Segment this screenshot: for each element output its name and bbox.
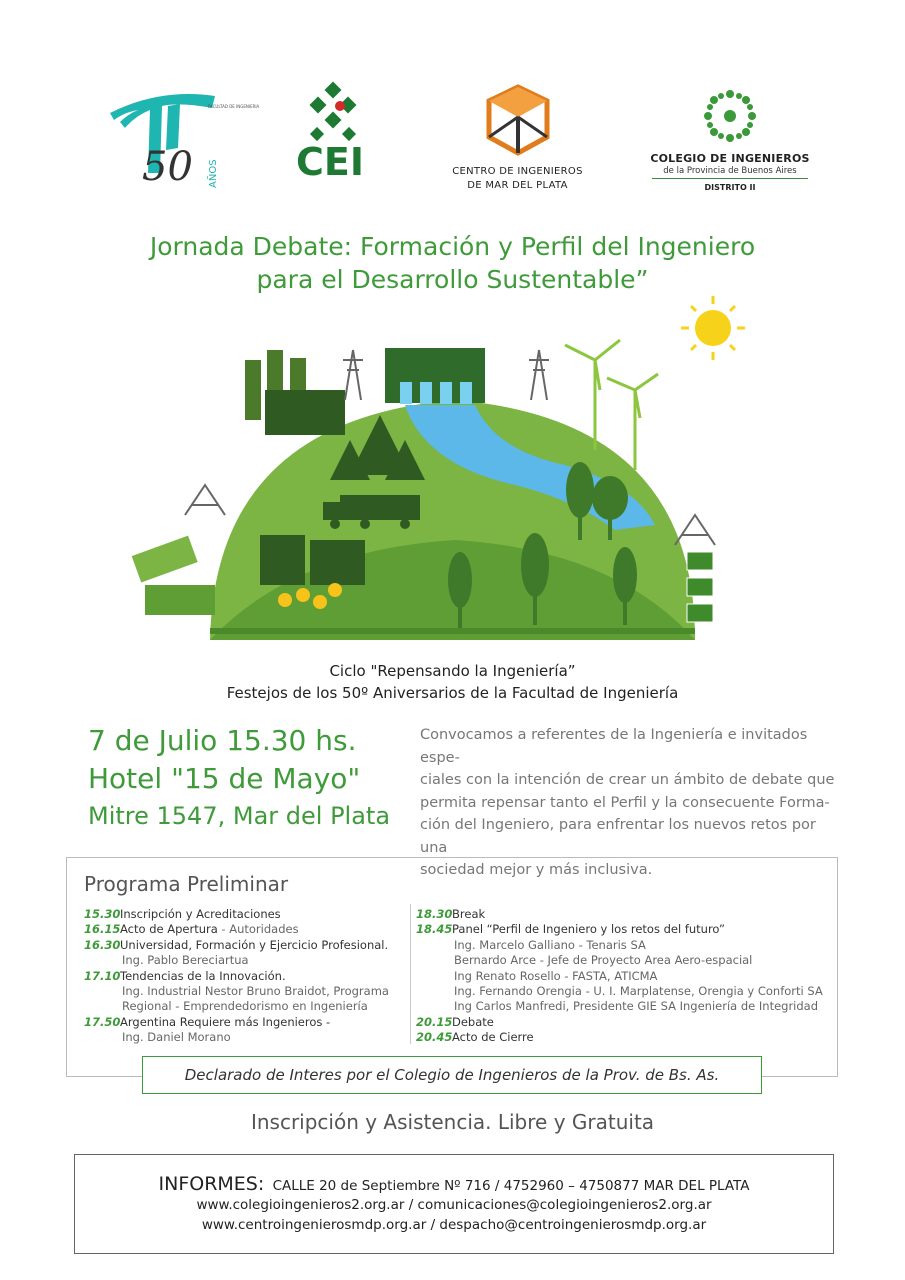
- program-speaker: Ing. Pablo Bereciartua: [122, 953, 249, 968]
- event-info: [88, 722, 390, 834]
- logo-cei: [290, 78, 380, 198]
- program-item: 20.15Debate: [416, 1014, 494, 1029]
- program-item: 17.50Argentina Requiere más Ingenieros -: [84, 1014, 331, 1029]
- ciclo-block: [0, 660, 905, 704]
- headline: [0, 230, 905, 296]
- colegio-line1: COLEGIO DE INGENIEROS: [650, 152, 810, 165]
- headline-line2: para el Desarrollo Sustentable”: [256, 265, 649, 294]
- program-item: 15.30Inscripción y Acreditaciones: [84, 907, 281, 921]
- ciclo-line2: Festejos de los 50º Aniversarios de la Facultad de Ingeniería: [226, 684, 679, 702]
- informes-label: INFORMES:: [158, 1173, 265, 1195]
- svg-text:FACULTAD DE INGENIERIA: FACULTAD DE INGENIERIA: [208, 104, 260, 109]
- logo-50-anos: [100, 78, 260, 198]
- logo-centro-ingenieros: [430, 78, 605, 198]
- event-venue: Hotel "15 de Mayo": [88, 762, 361, 795]
- programa-divider: [410, 904, 411, 1044]
- event-date: 7 de Julio 15.30 hs.: [88, 724, 357, 757]
- program-speaker: Ing. Fernando Orengia - U. I. Marplatense, Orengia y Conforti SA: [454, 984, 823, 999]
- battery-icon: [132, 536, 215, 615]
- program-item: 17.10Tendencias de la Innovación.: [84, 968, 286, 983]
- headline-line1: Jornada Debate: Formación y Perfil del Ingeniero: [149, 232, 756, 261]
- program-item: 16.15Acto de Apertura - Autoridades: [84, 922, 299, 937]
- event-address: Mitre 1547, Mar del Plata: [88, 802, 391, 830]
- colegio-line2: de la Provincia de Buenos Aires: [663, 166, 797, 176]
- free-registration-text: Inscripción y Asistencia. Libre y Gratuita: [250, 1110, 655, 1134]
- ciclo-line1: Ciclo "Repensando la Ingeniería”: [329, 662, 576, 680]
- programa-title: Programa Preliminar: [84, 872, 289, 896]
- program-speaker: Ing Carlos Manfredi, Presidente GIE SA Ingeniería de Integridad: [454, 999, 819, 1014]
- fifty-number: 50: [142, 144, 193, 190]
- program-speaker: Ing. Daniel Morano: [122, 1030, 231, 1045]
- programa-right-column: [416, 907, 836, 1046]
- anos-label: AÑOS: [208, 159, 219, 188]
- building-icon: [260, 535, 365, 585]
- informes-address: CALLE 20 de Septiembre Nº 716 / 4752960 – 4750877 MAR DEL PLATA: [272, 1178, 750, 1194]
- solar-panel-icon: [687, 552, 713, 622]
- declared-interest-banner: Declarado de Interes por el Colegio de Ingenieros de la Prov. de Bs. As.: [142, 1056, 762, 1094]
- colegio-divider: [652, 178, 808, 179]
- intro-paragraph: Convocamos a referentes de la Ingeniería e invitados espe- ciales con la intención de crear un ámbito de debate que permita repensar tanto el Perfil y la consecuente Forma- ción del Ingeniero, para enfrentar los nuevos retos por una sociedad mejor y más inclusiva.: [420, 727, 835, 878]
- programa-left-column: [84, 907, 404, 1046]
- informes-box: [74, 1154, 834, 1254]
- sustainability-illustration: [95, 290, 815, 650]
- program-speaker: Bernardo Arce - Jefe de Proyecto Area Aero-espacial: [454, 953, 753, 968]
- informes-colegio-contact[interactable]: www.colegioingenieros2.org.ar / comunicaciones@colegioingenieros2.org.ar: [196, 1197, 712, 1213]
- cube-icon: [483, 83, 553, 161]
- dam-icon: [385, 348, 485, 404]
- program-item: 18.45Panel “Perfil de Ingeniero y los retos del futuro”: [416, 922, 726, 937]
- centro-line2: DE MAR DEL PLATA: [467, 180, 568, 191]
- colegio-sun-icon: [700, 86, 760, 148]
- cei-text: CEI: [296, 140, 364, 184]
- program-item: 16.30Universidad, Formación y Ejercicio Profesional.: [84, 937, 389, 952]
- colegio-line3: DISTRITO II: [704, 183, 756, 192]
- cei-diamond-icon: [290, 78, 380, 148]
- program-item: 20.45Acto de Cierre: [416, 1030, 534, 1045]
- program-speaker: Ing Renato Rosello - FASTA, ATICMA: [454, 968, 658, 983]
- centro-line1: CENTRO DE INGENIEROS: [452, 166, 583, 177]
- program-item: 18.30Break: [416, 907, 486, 921]
- sun-icon: [681, 296, 745, 360]
- logo-colegio-ingenieros: [640, 78, 820, 198]
- factory-icon: [245, 350, 345, 435]
- informes-centro-contact[interactable]: www.centroingenierosmdp.org.ar / despacho@centroingenierosmdp.org.ar: [201, 1217, 707, 1233]
- program-speaker: Regional - Emprendedorismo en Ingeniería: [122, 999, 368, 1014]
- program-speaker: Ing. Marcelo Galliano - Tenaris SA: [454, 937, 646, 952]
- program-speaker: Ing. Industrial Nestor Bruno Braidot, Programa: [122, 984, 389, 999]
